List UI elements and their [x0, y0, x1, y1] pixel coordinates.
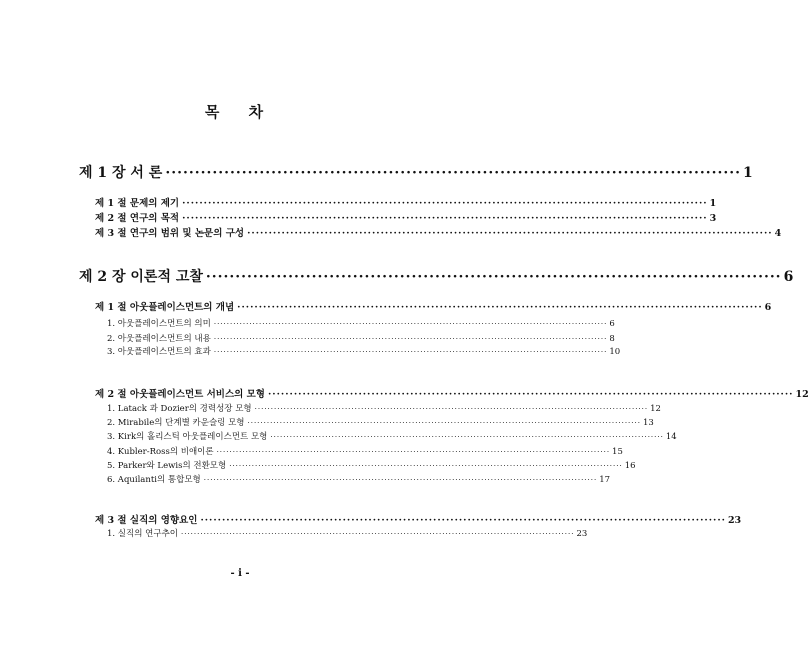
item-label: 1. 실직의 연구추이 [107, 529, 178, 539]
dot-leader: ·························································································································· [254, 405, 649, 413]
item-page: 12 [650, 404, 661, 414]
section-page: 4 [774, 228, 782, 239]
item-label: 2. Mirabile의 단계별 카운슬링 모형 [107, 418, 245, 428]
toc-section-1-3[interactable] [95, 228, 782, 239]
toc-section-2-2[interactable] [95, 389, 809, 400]
page-number: - i - [230, 568, 250, 579]
section-label: 제 1 절 문제의 제기 [95, 198, 180, 209]
toc-section-1-1[interactable] [95, 198, 717, 209]
toc-item-2-2-1[interactable] [107, 404, 661, 414]
toc-section-2-1[interactable] [95, 302, 772, 313]
toc-item-2-2-2[interactable] [107, 418, 654, 428]
section-label: 제 2 절 연구의 목적 [95, 213, 180, 224]
toc-item-2-2-6[interactable] [107, 475, 611, 485]
toc-item-2-2-4[interactable] [107, 447, 623, 457]
toc-item-2-2-3[interactable] [107, 432, 677, 442]
toc-chapter-1[interactable] [79, 165, 753, 181]
dot-leader: ·························································································································· [247, 228, 773, 239]
dot-leader: ·························································································································· [182, 213, 708, 224]
dot-leader: ·························································································································· [267, 389, 794, 400]
section-page: 3 [709, 213, 717, 224]
item-label: 1. Latack 과 Dozier의 경력성장 모형 [107, 404, 252, 414]
item-page: 6 [609, 319, 615, 329]
chapter-page: 6 [783, 269, 794, 285]
dot-leader: ·························································································································· [213, 335, 608, 343]
chapter-label: 제 1 장 서 론 [79, 165, 163, 181]
section-label: 제 3 절 연구의 범위 및 논문의 구성 [95, 228, 245, 239]
dot-leader: ·························································································································· [229, 462, 623, 470]
item-page: 16 [624, 461, 636, 471]
section-page: 6 [764, 302, 772, 313]
toc-item-2-2-5[interactable] [107, 461, 636, 471]
dot-leader: ·························································································································· [213, 320, 608, 328]
item-label: 3. 아웃플레이스먼트의 효과 [107, 347, 211, 357]
dot-leader: ·························································································································· [247, 419, 641, 427]
dot-leader: ·························································································································· [237, 302, 763, 313]
item-page: 14 [665, 432, 677, 442]
item-page: 13 [642, 418, 654, 428]
section-page: 23 [727, 515, 742, 526]
item-label: 1. 아웃플레이스먼트의 의미 [107, 319, 211, 329]
dot-leader: ·························································································································· [181, 530, 575, 538]
toc-item-2-1-1[interactable] [107, 319, 615, 329]
toc-item-2-1-3[interactable] [107, 347, 621, 357]
dot-leader: ·························································································································· [182, 198, 708, 209]
item-page: 17 [599, 475, 611, 485]
chapter-page: 1 [743, 165, 753, 181]
toc-chapter-2[interactable] [79, 269, 794, 285]
section-label: 제 3 절 실직의 영향요인 [95, 515, 198, 526]
toc-section-1-2[interactable] [95, 213, 717, 224]
dot-leader: ·························································································································· [216, 448, 611, 456]
section-page: 12 [795, 389, 809, 400]
item-page: 8 [609, 334, 615, 344]
toc-title: 목 차 [204, 103, 276, 121]
dot-leader: ·························································································································· [213, 348, 608, 356]
dot-leader: ·································································································· [165, 165, 741, 181]
dot-leader: ·································································································· [205, 269, 782, 285]
item-label: 4. Kubler-Ross의 비애이론 [107, 447, 214, 457]
toc-section-2-3[interactable] [95, 515, 742, 526]
item-label: 5. Parker와 Lewis의 전환모형 [107, 461, 227, 471]
toc-item-2-3-1[interactable] [107, 529, 588, 539]
item-page: 23 [576, 529, 588, 539]
section-label: 제 2 절 아웃플레이스먼트 서비스의 모형 [95, 389, 265, 400]
dot-leader: ·························································································································· [270, 433, 664, 441]
dot-leader: ·························································································································· [203, 476, 598, 484]
section-page: 1 [709, 198, 717, 209]
section-label: 제 1 절 아웃플레이스먼트의 개념 [95, 302, 235, 313]
item-label: 2. 아웃플레이스먼트의 내용 [107, 334, 211, 344]
toc-item-2-1-2[interactable] [107, 334, 615, 344]
item-label: 6. Aquilanti의 통합모형 [107, 475, 201, 485]
item-page: 15 [612, 447, 623, 457]
item-label: 3. Kirk의 홀리스틱 아웃플레이스먼트 모형 [107, 432, 268, 442]
dot-leader: ·························································································································· [200, 515, 726, 526]
item-page: 10 [609, 347, 621, 357]
chapter-label: 제 2 장 이론적 고찰 [79, 269, 203, 285]
